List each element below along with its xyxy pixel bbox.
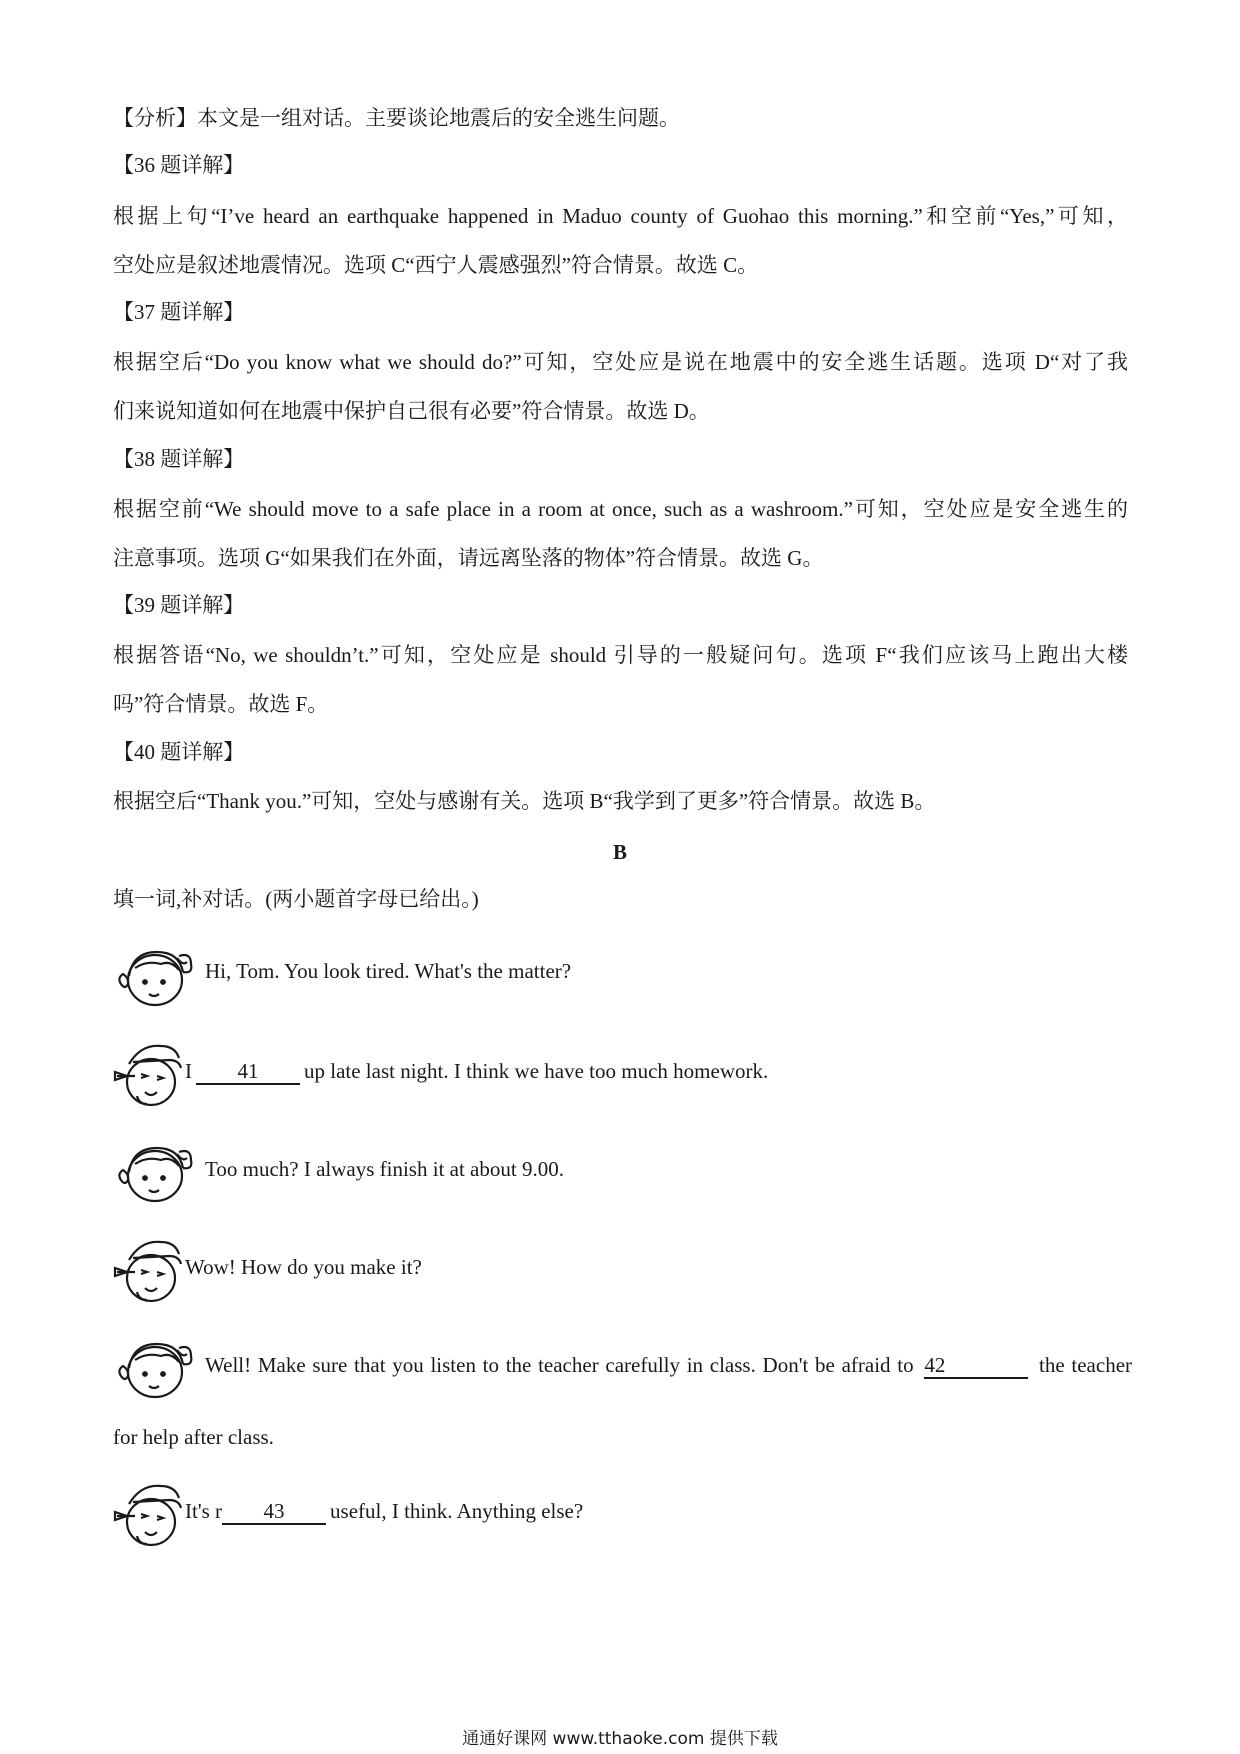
q36-line1: 根据上句“I’ve heard an earthquake happened in Maduo county of Guohao this morning.”和空前“Yes,”可知， [113, 204, 1128, 228]
page-footer: 通通好课网 www.tthaoke.com 提供下载 [462, 1729, 778, 1749]
dialogue-line [113, 1134, 1133, 1214]
dialogue-text [185, 1496, 583, 1526]
answer-blank-42: 42 [924, 1353, 1028, 1379]
dialogue-text: Wow! How do you make it? [185, 1255, 422, 1279]
q39-line2: 吗”符合情景。故选 F。 [113, 692, 329, 716]
dialogue-line [113, 1036, 1133, 1116]
dialogue-line [113, 1232, 1133, 1312]
dialogue-after-blank: the teacher [1039, 1353, 1133, 1377]
q38-line1: 根据空前“We should move to a safe place in a room at once, such as a washroom.”可知，空处应是安全逃生的 [113, 497, 1128, 521]
q36-line2: 空处应是叙述地震情况。选项 C“西宁人震感强烈”符合情景。故选 C。 [113, 253, 759, 277]
q38-heading: 【38 题详解】 [113, 447, 245, 471]
girl-avatar-icon [113, 938, 203, 1014]
q39-heading: 【39 题详解】 [113, 593, 245, 617]
girl-avatar-icon [113, 1330, 203, 1406]
dialogue-text: Too much? I always finish it at about 9.00. [205, 1157, 564, 1181]
q40-line1: 根据空后“Thank you.”可知，空处与感谢有关。选项 B“我学到了更多”符合情景。故选 B。 [113, 789, 936, 813]
dialogue-line [113, 1476, 1133, 1556]
section-b-instruction: 填一词,补对话。(两小题首字母已给出。) [113, 887, 479, 911]
q39-line1: 根据答语“No, we shouldn’t.”可知，空处应是 should 引导的一般疑问句。选项 F“我们应该马上跑出大楼 [113, 643, 1128, 667]
dialogue-text: Hi, Tom. You look tired. What's the matter? [205, 959, 572, 983]
dialogue-continuation: for help after class. [113, 1425, 274, 1449]
dialogue-text [185, 1056, 768, 1086]
analysis-text: 【分析】本文是一组对话。主要谈论地震后的安全逃生问题。 [113, 106, 680, 130]
girl-avatar-icon [113, 1134, 203, 1210]
dialogue-before-blank: I [185, 1059, 192, 1083]
dialogue-before-blank: Well! Make sure that you listen to the teacher carefully in class. Don't be afraid to [205, 1353, 914, 1377]
dialogue-before-blank: It's r [185, 1499, 223, 1523]
q37-line2: 们来说知道如何在地震中保护自己很有必要”符合情景。故选 D。 [113, 399, 710, 423]
dialogue-line [113, 1330, 1133, 1410]
answer-blank-43: 43 [222, 1499, 326, 1525]
q36-heading: 【36 题详解】 [113, 153, 245, 177]
answer-blank-41: 41 [196, 1059, 300, 1085]
dialogue-after-blank: useful, I think. Anything else? [330, 1499, 584, 1523]
q37-heading: 【37 题详解】 [113, 300, 245, 324]
q40-heading: 【40 题详解】 [113, 740, 245, 764]
section-b-title: B [612, 840, 627, 864]
dialogue-after-blank: up late last night. I think we have too much homework. [304, 1059, 769, 1083]
dialogue-line [113, 938, 1133, 1018]
dialogue-text [205, 1350, 1132, 1380]
q37-line1: 根据空后“Do you know what we should do?”可知，空处应是说在地震中的安全逃生话题。选项 D“对了我 [113, 350, 1128, 374]
q38-line2: 注意事项。选项 G“如果我们在外面，请远离坠落的物体”符合情景。故选 G。 [113, 546, 824, 570]
